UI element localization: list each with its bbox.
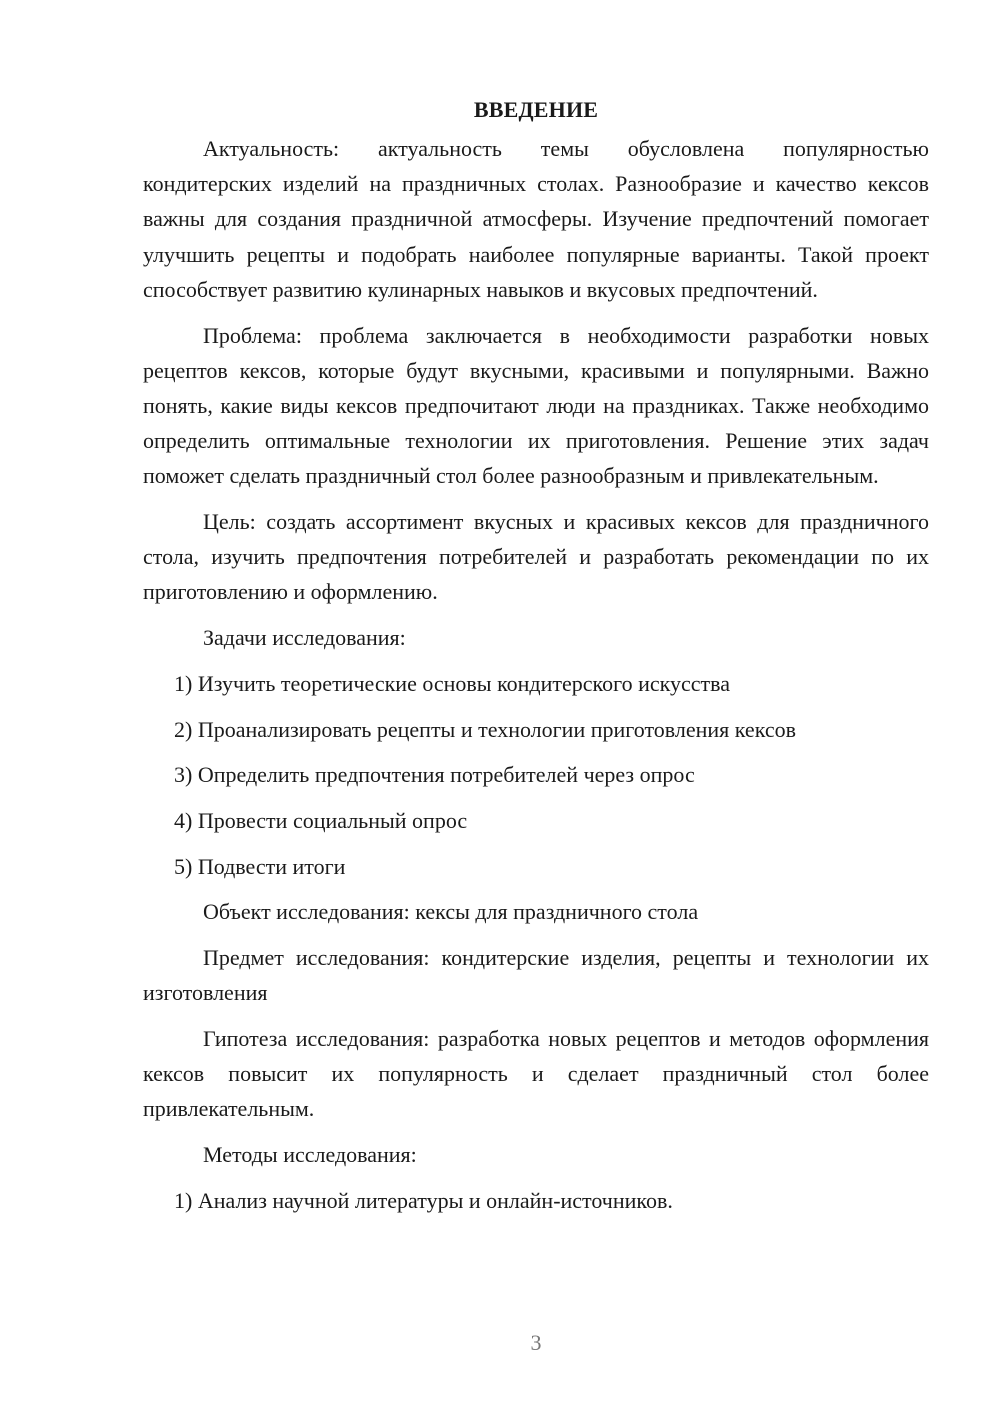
methods-heading: Методы исследования: <box>203 1142 417 1168</box>
tasks-list <box>143 666 929 884</box>
tasks-heading: Задачи исследования: <box>203 625 406 651</box>
list-item: 1) Изучить теоретические основы кондитерского искусства <box>174 670 731 696</box>
page-number: 3 <box>530 1330 542 1355</box>
list-item: 2) Проанализировать рецепты и технологии приготовления кексов <box>174 716 796 742</box>
subject-paragraph: Предмет исследования: кондитерские изделия, рецепты и технологии их изготовления <box>143 945 929 1006</box>
list-item: 4) Провести социальный опрос <box>174 807 468 833</box>
list-item: 3) Определить предпочтения потребителей через опрос <box>174 762 695 788</box>
list-item: 1) Анализ научной литературы и онлайн-источников. <box>174 1187 673 1213</box>
list-item: 5) Подвести итоги <box>174 853 346 879</box>
problem-paragraph: Проблема: проблема заключается в необходимости разработки новых рецептов кексов, которые будут вкусными, красивыми и популярными. Важно понять, какие виды кексов предпочитают люди на праздниках. Также необходимо определить оптимальные технологии их приготовления. Решение этих задач поможет сделать праздничный стол более разнообразным и привлекательным. <box>143 322 929 489</box>
object-paragraph: Объект исследования: кексы для праздничного стола <box>203 899 699 925</box>
methods-list <box>143 1183 929 1218</box>
relevance-paragraph: Актуальность: актуальность темы обусловлена популярностью кондитерских изделий на праздничных столах. Разнообразие и качество кексов важны для создания праздничной атмосферы. Изучение предпочтений помогает улучшить рецепты и подобрать наиболее популярные варианты. Такой проект способствует развитию кулинарных навыков и вкусовых предпочтений. <box>143 136 929 302</box>
goal-paragraph: Цель: создать ассортимент вкусных и красивых кексов для праздничного стола, изучить предпочтения потребителей и разработать рекомендации по их приготовлению и оформлению. <box>143 509 929 605</box>
hypothesis-paragraph: Гипотеза исследования: разработка новых рецептов и методов оформления кексов повысит их популярность и сделает праздничный стол более привлекательным. <box>143 1025 929 1122</box>
page-title: ВВЕДЕНИЕ <box>473 97 599 122</box>
document-page <box>143 92 929 1228</box>
